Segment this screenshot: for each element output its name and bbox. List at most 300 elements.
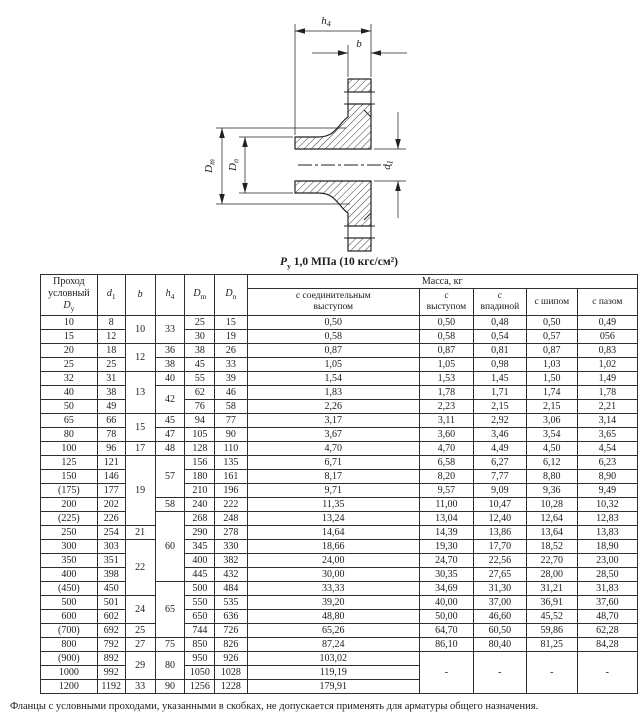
table-cell: 128 (185, 442, 215, 456)
table-cell: 146 (97, 470, 125, 484)
table-cell: 351 (97, 554, 125, 568)
table-cell: 1050 (185, 666, 215, 680)
table-cell: 0,58 (247, 330, 420, 344)
table-cell: 12 (97, 330, 125, 344)
flange-drawing-area (0, 0, 644, 256)
table-cell: 22,70 (526, 554, 577, 568)
table-cell: 66 (97, 414, 125, 428)
table-row (41, 456, 638, 470)
table-cell: 65 (41, 414, 98, 428)
table-cell: 278 (215, 526, 247, 540)
table-cell: 240 (185, 498, 215, 512)
table-cell: 23,00 (577, 554, 637, 568)
col-header-d1: $d_1$ (97, 275, 125, 316)
table-cell: 28,50 (577, 568, 637, 582)
table-row (41, 624, 638, 638)
table-cell: 250 (41, 526, 98, 540)
table-cell: 0,50 (526, 316, 577, 330)
table-cell: 33,33 (247, 582, 420, 596)
table-cell: 19 (215, 330, 247, 344)
table-cell: 501 (97, 596, 125, 610)
table-cell: 103,02 (247, 652, 420, 666)
table-cell: 38 (155, 358, 185, 372)
table-cell: 50 (41, 400, 98, 414)
table-cell: 10 (125, 316, 155, 344)
table-row (41, 652, 638, 666)
table-cell: 13,24 (247, 512, 420, 526)
table-cell: 38 (97, 386, 125, 400)
table-cell: 0,57 (526, 330, 577, 344)
table-cell: 10,47 (473, 498, 526, 512)
table-cell: 58 (215, 400, 247, 414)
table-cell: 90 (215, 428, 247, 442)
dimension-dn (239, 137, 293, 193)
table-cell: 8 (97, 316, 125, 330)
table-cell: 40 (41, 386, 98, 400)
table-cell: 8,20 (420, 470, 474, 484)
table-cell: 200 (41, 498, 98, 512)
table-cell: 100 (41, 442, 98, 456)
table-cell: 64,70 (420, 624, 474, 638)
table-cell: 15 (125, 414, 155, 442)
table-cell: 25 (185, 316, 215, 330)
table-cell: 1,54 (247, 372, 420, 386)
table-cell: 303 (97, 540, 125, 554)
table-cell: 55 (185, 372, 215, 386)
table-cell: 30 (185, 330, 215, 344)
mass-subcolumn-header: с соединительным выступом (247, 289, 420, 316)
table-cell: 50,00 (420, 610, 474, 624)
table-cell: 24,00 (247, 554, 420, 568)
table-cell: 1,05 (247, 358, 420, 372)
table-cell: 268 (185, 512, 215, 526)
table-cell: 4,49 (473, 442, 526, 456)
table-cell: 31,21 (526, 582, 577, 596)
table-cell: 87,24 (247, 638, 420, 652)
mass-subcolumn-header: с шипом (526, 289, 577, 316)
table-cell: 1000 (41, 666, 98, 680)
table-cell: 21 (125, 526, 155, 540)
table-cell: 432 (215, 568, 247, 582)
table-cell: 0,87 (247, 344, 420, 358)
table-cell: 49 (97, 400, 125, 414)
table-cell: 12 (125, 344, 155, 372)
table-cell: 4,70 (247, 442, 420, 456)
table-cell: 33 (215, 358, 247, 372)
table-cell: 31 (97, 372, 125, 386)
table-cell: 30,35 (420, 568, 474, 582)
table-cell: 39 (215, 372, 247, 386)
table-cell: 17,70 (473, 540, 526, 554)
table-cell: 550 (185, 596, 215, 610)
table-cell: 1,45 (473, 372, 526, 386)
table-cell: 445 (185, 568, 215, 582)
table-cell: 3,60 (420, 428, 474, 442)
table-cell: 500 (41, 596, 98, 610)
table-cell: 9,57 (420, 484, 474, 498)
table-cell: 14,64 (247, 526, 420, 540)
table-cell: 13,04 (420, 512, 474, 526)
dm-label: $D_m$ (203, 159, 217, 173)
table-cell: 42 (155, 386, 185, 414)
table-cell: 12,64 (526, 512, 577, 526)
table-cell: 3,54 (526, 428, 577, 442)
table-row (41, 344, 638, 358)
table-row (41, 442, 638, 456)
table-cell: 1,74 (526, 386, 577, 400)
table-cell: 45 (185, 358, 215, 372)
table-cell: 650 (185, 610, 215, 624)
table-cell: 13,64 (526, 526, 577, 540)
table-cell: 1,05 (420, 358, 474, 372)
table-cell: 24,70 (420, 554, 474, 568)
table-cell: 202 (97, 498, 125, 512)
col-header-dm: $D_m$ (185, 275, 215, 316)
table-cell: 12,83 (577, 512, 637, 526)
table-cell: 30,00 (247, 568, 420, 582)
table-cell: 27 (125, 638, 155, 652)
table-cell: 196 (215, 484, 247, 498)
table-cell: 60 (155, 512, 185, 582)
table-cell: 76 (185, 400, 215, 414)
col-header-mass: Масса, кг (247, 275, 637, 289)
table-cell: 222 (215, 498, 247, 512)
table-cell: 46,60 (473, 610, 526, 624)
table-cell: 105 (185, 428, 215, 442)
table-cell: 48,70 (577, 610, 637, 624)
table-cell: 18,52 (526, 540, 577, 554)
table-cell: 33 (125, 680, 155, 694)
flange-drawing (0, 0, 644, 256)
table-cell: 33 (155, 316, 185, 344)
table-cell: 179,91 (247, 680, 420, 694)
table-cell: 6,71 (247, 456, 420, 470)
table-cell: - (526, 652, 577, 694)
mass-subcolumn-header: с впадиной (473, 289, 526, 316)
table-cell: 15 (41, 330, 98, 344)
table-cell: 58 (155, 498, 185, 512)
table-cell: 60,50 (473, 624, 526, 638)
table-cell: 135 (215, 456, 247, 470)
table-cell: 177 (97, 484, 125, 498)
table-cell: 125 (41, 456, 98, 470)
table-cell: 892 (97, 652, 125, 666)
table-cell: 1256 (185, 680, 215, 694)
table-cell: 8,90 (577, 470, 637, 484)
footnote: Фланцы с условными проходами, указанными в скобках, не допускается применять для арматуры общего назначения. (10, 701, 539, 712)
table-cell: 0,81 (473, 344, 526, 358)
table-cell: 45 (155, 414, 185, 428)
table-cell: 535 (215, 596, 247, 610)
table-cell: 80 (155, 652, 185, 680)
table-cell: 18 (97, 344, 125, 358)
mass-subcolumn-header: с выступом (420, 289, 474, 316)
table-cell: 11,35 (247, 498, 420, 512)
table-cell: 13,83 (577, 526, 637, 540)
table-cell: 345 (185, 540, 215, 554)
table-cell: 57 (155, 456, 185, 498)
table-cell: 31,83 (577, 582, 637, 596)
table-cell: 300 (41, 540, 98, 554)
table-cell: 6,58 (420, 456, 474, 470)
table-cell: 86,10 (420, 638, 474, 652)
table-cell: 62 (185, 386, 215, 400)
table-cell: 22,56 (473, 554, 526, 568)
table-cell: 46 (215, 386, 247, 400)
table-cell: 25 (97, 358, 125, 372)
table-cell: 34,69 (420, 582, 474, 596)
table-cell: 119,19 (247, 666, 420, 680)
table-cell: 3,11 (420, 414, 474, 428)
table-cell: 210 (185, 484, 215, 498)
table-cell: 39,20 (247, 596, 420, 610)
table-row (41, 316, 638, 330)
table-cell: 0,48 (473, 316, 526, 330)
table-cell: 13,86 (473, 526, 526, 540)
table-cell: 40 (155, 372, 185, 386)
table-cell: 10,28 (526, 498, 577, 512)
table-cell: 1,78 (420, 386, 474, 400)
table-cell: 110 (215, 442, 247, 456)
table-cell: 9,09 (473, 484, 526, 498)
table-cell: 94 (185, 414, 215, 428)
table-cell: 3,46 (473, 428, 526, 442)
table-header (41, 275, 638, 316)
table-cell: 450 (97, 582, 125, 596)
table-cell: 78 (97, 428, 125, 442)
table-cell: 27,65 (473, 568, 526, 582)
table-cell: 40,00 (420, 596, 474, 610)
table-cell: 1,50 (526, 372, 577, 386)
col-header-b: b (125, 275, 155, 316)
table-cell: 398 (97, 568, 125, 582)
table-cell: 150 (41, 470, 98, 484)
table-cell: 0,49 (577, 316, 637, 330)
table-cell: 6,12 (526, 456, 577, 470)
table-cell: 4,70 (420, 442, 474, 456)
table-cell: 2,21 (577, 400, 637, 414)
table-cell: 992 (97, 666, 125, 680)
table-cell: 90 (155, 680, 185, 694)
mass-subcolumn-header: с пазом (577, 289, 637, 316)
table-cell: 18,90 (577, 540, 637, 554)
table-cell: 400 (185, 554, 215, 568)
table-cell: 3,06 (526, 414, 577, 428)
table-cell: 59,86 (526, 624, 577, 638)
d1-label: $d_1$ (381, 160, 395, 170)
table-cell: 62,28 (577, 624, 637, 638)
table-cell: 18,66 (247, 540, 420, 554)
flange-table-body (41, 316, 638, 694)
table-row (41, 526, 638, 540)
table-cell: 80,40 (473, 638, 526, 652)
table-cell: 800 (41, 638, 98, 652)
table-cell: 1,02 (577, 358, 637, 372)
table-cell: 400 (41, 568, 98, 582)
table-cell: 7,77 (473, 470, 526, 484)
table-cell: 4,54 (577, 442, 637, 456)
table-cell: 1192 (97, 680, 125, 694)
table-cell: 19 (125, 456, 155, 526)
table-cell: 1028 (215, 666, 247, 680)
table-cell: 3,67 (247, 428, 420, 442)
table-cell: 382 (215, 554, 247, 568)
table-cell: 48 (155, 442, 185, 456)
table-cell: 3,14 (577, 414, 637, 428)
table-cell: 2,23 (420, 400, 474, 414)
table-cell: 0,83 (577, 344, 637, 358)
table-cell: 28,00 (526, 568, 577, 582)
table-cell: 17 (125, 442, 155, 456)
table-cell: (175) (41, 484, 98, 498)
table-cell: 161 (215, 470, 247, 484)
table-cell: 48,80 (247, 610, 420, 624)
table-cell: (450) (41, 582, 98, 596)
table-cell: 2,92 (473, 414, 526, 428)
table-cell: 8,80 (526, 470, 577, 484)
col-header-dy: Проход условный $D_у$ (41, 275, 98, 316)
table-cell: 31,30 (473, 582, 526, 596)
col-header-h4: $h_4$ (155, 275, 185, 316)
table-cell: 13 (125, 372, 155, 414)
table-cell: 6,27 (473, 456, 526, 470)
table-cell: 792 (97, 638, 125, 652)
table-cell: 1,53 (420, 372, 474, 386)
table-cell: 636 (215, 610, 247, 624)
table-cell: 350 (41, 554, 98, 568)
table-cell: 20 (41, 344, 98, 358)
table-row (41, 414, 638, 428)
table-cell: 45,52 (526, 610, 577, 624)
table-cell: - (577, 652, 637, 694)
table-cell: 3,65 (577, 428, 637, 442)
col-header-dn: $D_n$ (215, 275, 247, 316)
h4-label: $h_4$ (321, 15, 331, 29)
table-cell: 15 (215, 316, 247, 330)
table-cell: 248 (215, 512, 247, 526)
table-cell: (900) (41, 652, 98, 666)
table-cell: 4,50 (526, 442, 577, 456)
table-cell: 500 (185, 582, 215, 596)
table-cell: 6,23 (577, 456, 637, 470)
table-cell: 9,71 (247, 484, 420, 498)
table-cell: 84,28 (577, 638, 637, 652)
table-cell: 692 (97, 624, 125, 638)
table-cell: 32 (41, 372, 98, 386)
table-cell: 826 (215, 638, 247, 652)
table-cell: 36,91 (526, 596, 577, 610)
table-cell: 81,25 (526, 638, 577, 652)
table-cell: 65 (155, 582, 185, 638)
table-cell: 2,26 (247, 400, 420, 414)
b-label: b (356, 38, 362, 50)
table-cell: 37,00 (473, 596, 526, 610)
table-cell: 226 (97, 512, 125, 526)
table-cell: 26 (215, 344, 247, 358)
table-cell: 0,87 (420, 344, 474, 358)
table-row (41, 596, 638, 610)
table-cell: 47 (155, 428, 185, 442)
table-cell: 2,15 (526, 400, 577, 414)
table-cell: 10,32 (577, 498, 637, 512)
table-cell: (700) (41, 624, 98, 638)
table-cell: 0,54 (473, 330, 526, 344)
table-cell: 180 (185, 470, 215, 484)
table-cell: 14,39 (420, 526, 474, 540)
table-cell: 926 (215, 652, 247, 666)
table-cell: 3,17 (247, 414, 420, 428)
table-cell: 25 (41, 358, 98, 372)
table-cell: 602 (97, 610, 125, 624)
table-cell: 330 (215, 540, 247, 554)
table-cell: 0,87 (526, 344, 577, 358)
table-cell: 24 (125, 596, 155, 624)
table-row (41, 638, 638, 652)
table-row (41, 372, 638, 386)
table-cell: 19,30 (420, 540, 474, 554)
table-cell: 75 (155, 638, 185, 652)
table-cell: 156 (185, 456, 215, 470)
table-cell: 25 (125, 624, 155, 638)
pressure-title: $P_у$ 1,0 МПа (10 кгс/см²) (280, 256, 398, 271)
table-cell: 1,03 (526, 358, 577, 372)
table-cell: 36 (155, 344, 185, 358)
table-cell: 600 (41, 610, 98, 624)
table-cell: 12,40 (473, 512, 526, 526)
dn-label: $D_n$ (227, 159, 241, 171)
table-cell: 11,00 (420, 498, 474, 512)
table-cell: - (420, 652, 474, 694)
table-cell: 0,50 (420, 316, 474, 330)
table-cell: 22 (125, 540, 155, 596)
table-cell: 77 (215, 414, 247, 428)
table-cell: 1,78 (577, 386, 637, 400)
flange-dimensions-table (40, 274, 638, 694)
table-cell: 056 (577, 330, 637, 344)
table-cell: 0,50 (247, 316, 420, 330)
table-cell: 1228 (215, 680, 247, 694)
table-cell: 850 (185, 638, 215, 652)
table-cell: 726 (215, 624, 247, 638)
table-cell: 1,83 (247, 386, 420, 400)
table-cell: (225) (41, 512, 98, 526)
table-cell: 484 (215, 582, 247, 596)
table-cell: 0,98 (473, 358, 526, 372)
table-cell: 96 (97, 442, 125, 456)
table-cell: 29 (125, 652, 155, 680)
table-cell: 8,17 (247, 470, 420, 484)
table-cell: 38 (185, 344, 215, 358)
table-cell: 254 (97, 526, 125, 540)
table-cell: 290 (185, 526, 215, 540)
table-cell: 65,26 (247, 624, 420, 638)
table-cell: 121 (97, 456, 125, 470)
table-cell: 950 (185, 652, 215, 666)
table-cell: 37,60 (577, 596, 637, 610)
table-cell: 2,15 (473, 400, 526, 414)
table-cell: 9,36 (526, 484, 577, 498)
table-cell: - (473, 652, 526, 694)
table-cell: 80 (41, 428, 98, 442)
table-cell: 1,49 (577, 372, 637, 386)
table-cell: 1,71 (473, 386, 526, 400)
table-cell: 744 (185, 624, 215, 638)
table-cell: 0,58 (420, 330, 474, 344)
table-cell: 1200 (41, 680, 98, 694)
table-row (41, 540, 638, 554)
table-cell: 9,49 (577, 484, 637, 498)
table-cell: 10 (41, 316, 98, 330)
